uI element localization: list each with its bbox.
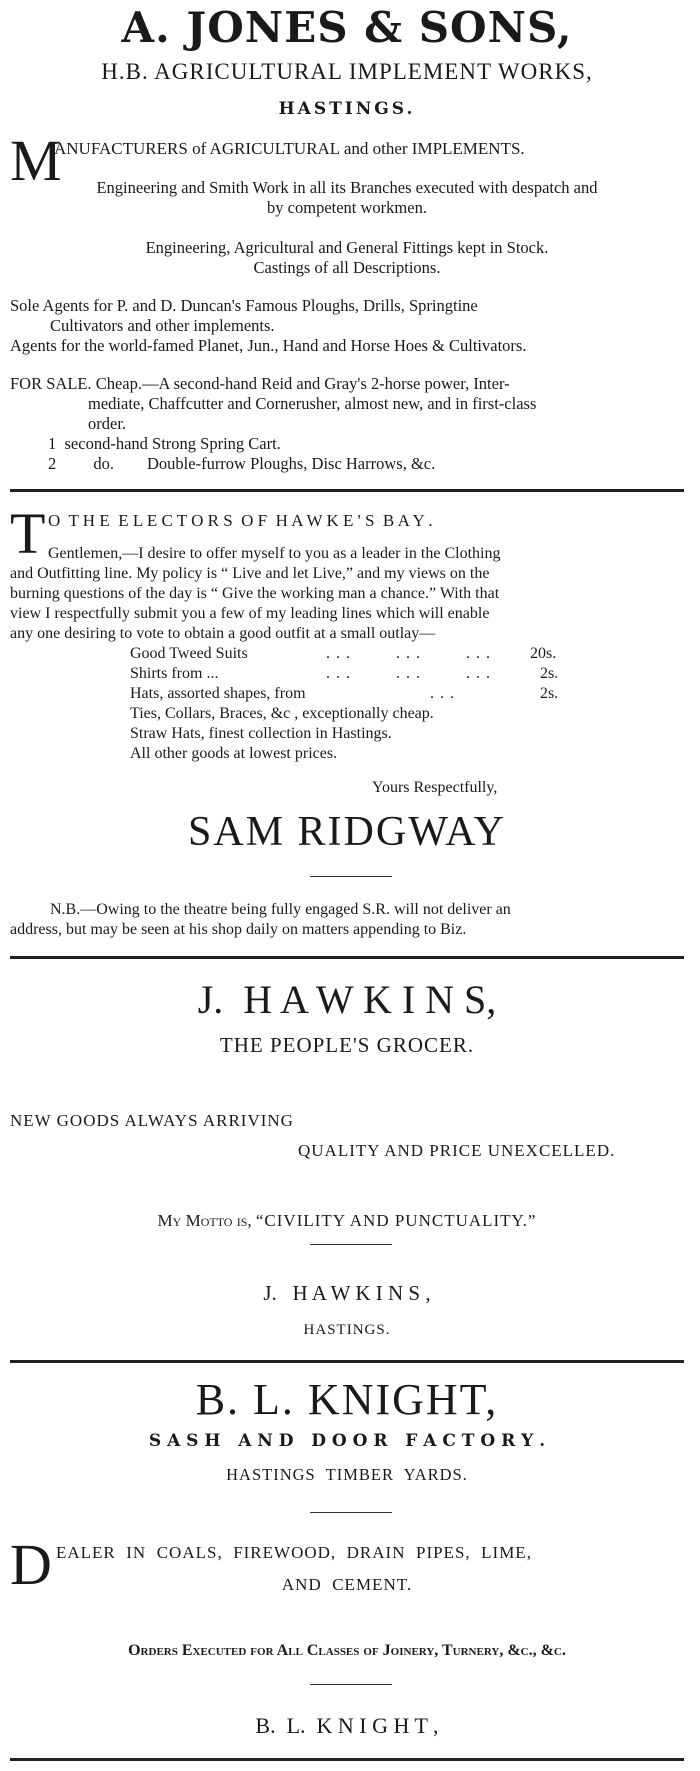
hawkins-subtitle: THE PEOPLE'S GROCER.	[219, 1033, 475, 1057]
ridgway-body-line: view I respectfully submit you a few of my leading lines which will enable	[10, 605, 490, 622]
hawkins-motto-lead: My Motto is,	[157, 1211, 252, 1230]
hawkins-new-goods: NEW GOODS ALWAYS ARRIVING	[10, 1111, 294, 1130]
leader-dots: ... ... ...	[326, 645, 496, 662]
short-rule	[310, 1512, 392, 1513]
hawkins-motto: “CIVILITY AND PUNCTUALITY.”	[255, 1211, 537, 1230]
extra-line: Ties, Collars, Braces, &c , exceptionally cheap.	[130, 705, 434, 722]
ridgway-note-line: address, but may be seen at his shop daily on matters appending to Biz.	[10, 921, 467, 938]
price-value: 2s.	[540, 685, 559, 702]
knight-signature: B. L. K N I G H T ,	[255, 1713, 439, 1738]
jones-planet-line: Agents for the world-famed Planet, Jun., Hand and Horse Hoes & Cultivators.	[10, 336, 527, 355]
section-divider	[10, 1758, 684, 1761]
jones-sale-item: 2 do. Double-furrow Ploughs, Disc Harrows, &c.	[48, 454, 436, 473]
ridgway-body-line: and Outfitting line. My policy is “ Live and let Live,” and my views on the	[10, 565, 490, 582]
jones-fittings-line: Engineering, Agricultural and General Fittings kept in Stock.	[145, 238, 549, 257]
section-divider	[10, 956, 684, 959]
jones-sale-line: order.	[88, 414, 127, 433]
jones-title: A. JONES & SONS,	[121, 3, 573, 52]
ridgway-name: SAM RIDGWAY	[188, 809, 506, 855]
price-row	[130, 684, 570, 704]
price-item: Good Tweed Suits	[130, 645, 248, 662]
jones-sale-item: 1 second-hand Strong Spring Cart.	[48, 434, 281, 453]
section-divider	[10, 489, 684, 492]
hawkins-quality: QUALITY AND PRICE UNEXCELLED.	[298, 1141, 616, 1160]
jones-dropcap: M	[10, 128, 62, 193]
hawkins-title: J. H A W K I N S,	[197, 977, 497, 1022]
hawkins-signature: J. H A W K I N S ,	[263, 1281, 431, 1305]
short-rule	[310, 876, 392, 877]
short-rule	[310, 1244, 392, 1245]
price-item: Shirts from ...	[130, 665, 219, 682]
price-value: 20s.	[530, 645, 557, 662]
jones-sale-line: mediate, Chaffcutter and Cornerusher, almost new, and in first-class	[88, 394, 537, 413]
ridgway-price-list	[130, 644, 570, 764]
jones-agents-line: Sole Agents for P. and D. Duncan's Famous Ploughs, Drills, Springtine	[10, 296, 478, 315]
ridgway-body-line: any one desiring to vote to obtain a good outfit at a small outlay—	[10, 625, 436, 642]
knight-dealer-line: AND CEMENT.	[281, 1575, 413, 1594]
jones-lead-line: ANUFACTURERS of AGRICULTURAL and other IMPLEMENTS.	[54, 139, 525, 158]
price-item: Hats, assorted shapes, from	[130, 685, 306, 702]
ridgway-body-line: burning questions of the day is “ Give the working man a chance.” With that	[10, 585, 500, 602]
knight-factory: S A S H A N D D O O R F A C T O R Y .	[148, 1431, 546, 1451]
knight-dealer-line: EALER IN COALS, FIREWOOD, DRAIN PIPES, LIME,	[56, 1543, 532, 1562]
ridgway-signoff: Yours Respectfully,	[372, 779, 498, 796]
knight-title: B. L. KNIGHT,	[195, 1375, 499, 1424]
leader-dots: ... ... ...	[326, 665, 496, 682]
ridgway-note-line: N.B.—Owing to the theatre being fully engaged S.R. will not deliver an	[50, 901, 511, 918]
ridgway-heading: O T H E E L E C T O R S O F H A W K E ' S B A Y .	[48, 511, 433, 530]
jones-subtitle: H.B. AGRICULTURAL IMPLEMENT WORKS,	[101, 59, 593, 84]
hawkins-town: HASTINGS.	[303, 1322, 391, 1338]
section-divider	[10, 1360, 684, 1363]
hawkins-motto-row	[7, 1210, 687, 1232]
leader-dots: ...	[430, 685, 460, 702]
extra-line: All other goods at lowest prices.	[130, 745, 338, 762]
jones-engineering-line: Engineering and Smith Work in all its Branches executed with despatch and	[96, 178, 598, 197]
knight-orders: Orders Executed for All Classes of Joinery, Turnery, &c., &c.	[128, 1642, 566, 1659]
jones-sale-line: FOR SALE. Cheap.—A second-hand Reid and Gray's 2-horse power, Inter-	[10, 374, 510, 393]
ridgway-body-line: Gentlemen,—I desire to offer myself to you as a leader in the Clothing	[48, 545, 501, 562]
jones-engineering-line: by competent workmen.	[267, 198, 427, 217]
ridgway-dropcap: T	[10, 501, 46, 566]
jones-castings-line: Castings of all Descriptions.	[253, 258, 441, 277]
short-rule	[310, 1684, 392, 1685]
price-value: 2s.	[540, 665, 559, 682]
extra-line: Straw Hats, finest collection in Hastings.	[130, 725, 392, 742]
knight-dropcap: D	[10, 1532, 52, 1597]
knight-yards: HASTINGS TIMBER YARDS.	[226, 1465, 468, 1484]
jones-town: HASTINGS.	[278, 99, 416, 119]
price-row	[130, 664, 570, 684]
jones-agents-line: Cultivators and other implements.	[50, 316, 275, 335]
price-row	[130, 644, 570, 664]
